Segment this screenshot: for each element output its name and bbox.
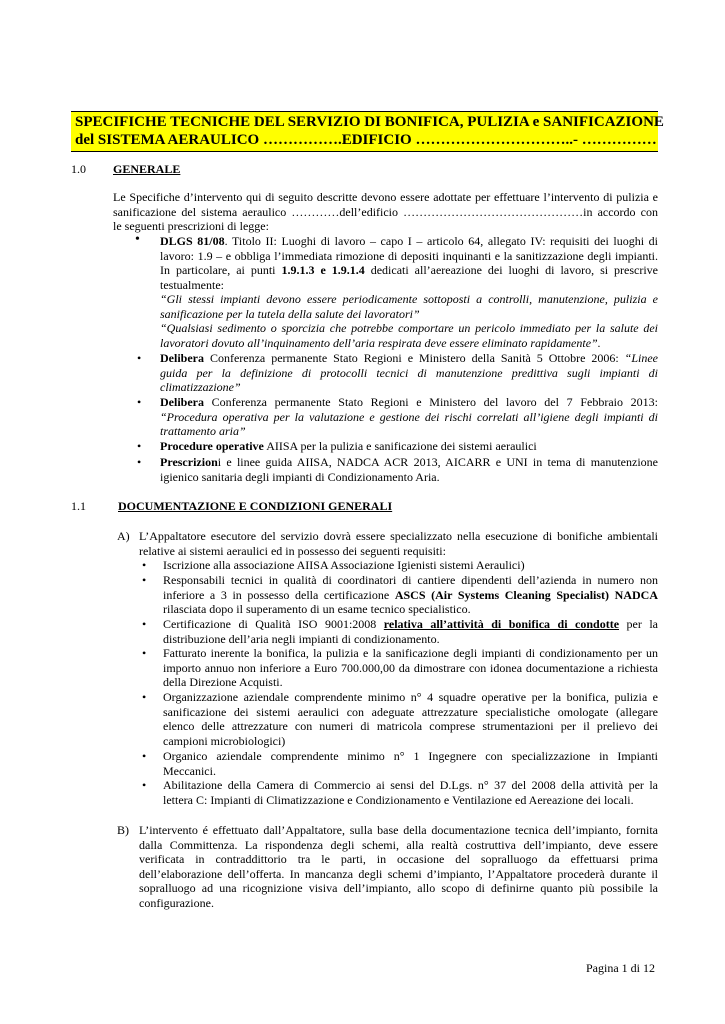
list-item-line <box>160 455 658 470</box>
list-item-line: testualmente: <box>160 277 224 292</box>
intro-paragraph <box>113 190 658 234</box>
document-title <box>71 111 664 152</box>
bullet-icon: • <box>135 232 140 247</box>
text: Conferenza permanente Stato Regioni e Ministero della Sanità 5 Ottobre 2006: <box>204 351 625 365</box>
paragraph-line: dalla Committenza. La rispondenza degli schemi, alla realtà costruttiva dell’impianto, deve essere <box>139 837 658 852</box>
points-ref: 1.9.1.3 e 1.9.1.4 <box>281 263 365 277</box>
bullet-icon: • <box>142 690 147 704</box>
requirement-line: Organico aziendale comprendente minimo n° 1 Ingegnere con specializzazione in Impianti <box>163 749 658 763</box>
list-item <box>160 395 658 439</box>
text: Conferenza permanente Stato Regioni e Ministero del lavoro del 7 Febbraio 2013: <box>204 395 658 409</box>
list-item <box>160 455 658 484</box>
paragraph-a <box>139 529 658 558</box>
paragraph-line: sopralluogo ad una ricognizione visiva dell’impianto, allo scopo di definirne quanto più possibile la <box>139 881 658 895</box>
requirement-item <box>163 778 658 807</box>
paragraph-line: relative ai sistemi aeraulici ed in possesso dei seguenti requisiti: <box>139 543 446 558</box>
requirement-line: sanificazione dei sistemi aeraulici con adeguate attrezzature specialistiche omologate (allegare <box>163 704 658 719</box>
section-heading: DOCUMENTAZIONE E CONDIZIONI GENERALI <box>118 499 393 513</box>
requirement-line: Organizzazione aziendale comprendente minimo n° 4 squadre operative per la bonifica, pulizia e <box>163 690 658 704</box>
quote-line: “Qualsiasi sedimento o sporcizia che potrebbe comportare un pericolo immediato per la salute dei <box>160 321 658 335</box>
list-item-line <box>160 439 658 454</box>
requirement-item <box>163 558 658 573</box>
requirement-item <box>163 749 658 778</box>
requirement-item <box>163 646 658 690</box>
quote-line: lavoratori dovuto all’inquinamento dell’aria respirata deve essere eliminato rapidamente”. <box>160 335 601 350</box>
intro-line: le seguenti prescrizioni di legge: <box>113 219 269 233</box>
text: inferiore a 3 in possesso della certificazione <box>163 587 395 602</box>
section-heading: GENERALE <box>113 162 181 176</box>
requirement-line: della Direzione Acquisti. <box>163 675 283 689</box>
requirement-line: distribuzione dell’aria negli impianti di condizionamento. <box>163 631 440 646</box>
bullet-icon: • <box>142 558 147 572</box>
emphasized-text: relativa all’attività di bonifica di condotte <box>383 617 620 631</box>
text: AIISA per la pulizia e sanificazione dei sistemi aeraulici <box>263 439 537 453</box>
intro-line: Le Specifiche d’intervento qui di seguito descritte devono essere adottate per effettuare l’intervento di pulizia e <box>113 190 658 204</box>
text: Certificazione di Qualità ISO 9001:2008 <box>163 617 384 631</box>
prescrizioni-label: Prescrizion <box>160 455 218 469</box>
list-item <box>160 351 658 395</box>
requirement-line: campioni microbiologici) <box>163 733 286 748</box>
bullet-icon: • <box>142 749 147 763</box>
law-name: DLGS 81/08 <box>160 234 225 248</box>
requirement-line: Iscrizione alla associazione AIISA Associazione Igienisti sistemi Aeraulici) <box>163 558 525 572</box>
list-item <box>160 439 658 454</box>
section-number: 1.0 <box>71 162 86 176</box>
bullet-icon: • <box>137 455 142 469</box>
text: “Linee <box>624 351 658 365</box>
paragraph-line: L’intervento é effettuato dall’Appaltatore, sulla base della documentazione tecnica dell’impianto, fornita <box>139 823 658 837</box>
bullet-icon: • <box>142 573 147 587</box>
title-line-2: del SISTEMA AERAULICO …………….EDIFICIO …………………………..- …………… <box>75 132 657 148</box>
paragraph-line: L’Appaltatore esecutore del servizio dovrà essere specializzato nella esecuzione di bonifiche ambientali <box>139 529 658 543</box>
paragraph-line: verificata in contraddittorio tra le parti, in occasione del sopralluogo da effettuarsi prima <box>139 852 658 866</box>
delibera-label: Delibera <box>160 351 204 365</box>
text: In particolare, ai punti <box>160 263 282 277</box>
item-label-a: A) <box>117 529 130 543</box>
requirement-line: Meccanici. <box>163 763 216 778</box>
bullet-icon: • <box>137 351 142 365</box>
list-item-line: igienico sanitaria degli impianti di Condizionamento Aria. <box>160 469 440 484</box>
intro-line: sanificazione del sistema aeraulico …………dell’edificio ………………………………………in accordo con <box>113 204 658 219</box>
list-item-line <box>160 234 658 249</box>
text: per la <box>619 617 659 631</box>
quote-line: “Gli stessi impianti devono essere periodicamente sottoposti a controlli, manutenzione, pulizia e <box>160 292 658 306</box>
text: dedicati all’aereazione dei luoghi di lavoro, si prescrive <box>364 263 659 277</box>
requirement-item <box>163 690 658 748</box>
requirement-line: Fatturato inerente la bonifica, la pulizia e la sanificazione degli impianti di condizionamento per un <box>163 646 658 660</box>
list-item-line: guida per la definizione di protocolli tecnici di manutenzione predittiva sugli impianti di <box>160 365 658 380</box>
procedure-label: Procedure operative <box>160 439 264 453</box>
list-item-line: trattamento aria” <box>160 424 246 438</box>
requirement-line <box>163 588 658 603</box>
quote-line: sanificazione per la tutela della salute dei lavoratori” <box>160 306 420 321</box>
requirement-line: Responsabili tecnici in qualità di coordinatori di cantiere dipendenti dell’azienda in numero non <box>163 573 658 587</box>
requirement-line: Abilitazione della Camera di Commercio ai sensi del D.Lgs. n° 37 del 2008 della attività per la <box>163 778 658 792</box>
certification-name: ASCS (Air Systems Cleaning Specialist) NADCA <box>394 587 658 602</box>
list-item-line: climatizzazione” <box>160 380 241 394</box>
bullet-icon: • <box>142 617 147 631</box>
requirement-line: elenco delle attrezzature con numeri di matricola comprese strumentazioni per il prelievo dei <box>163 719 658 733</box>
list-item-line: “Procedura operativa per la valutazione e gestione dei rischi correlati all’igiene degli impianti di <box>160 409 658 424</box>
list-item-line <box>160 263 658 278</box>
requirement-item <box>163 617 658 646</box>
requirement-line <box>163 617 658 632</box>
paragraph-line: configurazione. <box>139 895 214 910</box>
title-line-1: SPECIFICHE TECNICHE DEL SERVIZIO DI BONIFICA, PULIZIA e SANIFICAZIONE <box>75 114 664 130</box>
paragraph-line: dell’elaborazione dell’offerta. In mancanza degli schemi d’impianto, l’Appaltatore procederà durante il <box>139 866 658 881</box>
list-item-line <box>160 351 658 366</box>
list-item <box>160 234 658 350</box>
item-label-b: B) <box>117 823 129 837</box>
bullet-icon: • <box>137 439 142 453</box>
delibera-label: Delibera <box>160 395 204 409</box>
paragraph-b <box>139 823 658 910</box>
list-item-line <box>160 395 658 410</box>
requirement-line: rilasciata dopo il superamento di un esame tecnico specialistico. <box>163 602 471 616</box>
list-item-line: lavoro: 1.9 – e obbliga l’immediata rimozione di depositi inquinanti e la sanitizzazione degli impianti. <box>160 248 658 263</box>
bullet-icon: • <box>142 778 147 792</box>
requirement-line: importo annuo non inferiore a Euro 700.000,00 da dimostrare con idonea documentazione a richiesta <box>163 660 658 675</box>
requirement-item <box>163 573 658 617</box>
bullet-icon: • <box>137 395 142 409</box>
text: . Titolo II: Luoghi di lavoro – capo I – articolo 64, allegato IV: requisiti dei luoghi di <box>224 234 658 248</box>
section-number: 1.1 <box>71 499 86 513</box>
requirement-line: lettera C: Impianti di Climatizzazione e Condizionamento e Ventilazione ed Aereazione dei locali. <box>163 792 634 807</box>
text: i e linee guida AIISA, NADCA ACR 2013, AICARR e UNI in tema di manutenzione <box>217 455 658 469</box>
bullet-icon: • <box>142 646 147 660</box>
page-number: Pagina 1 di 12 <box>586 961 655 975</box>
